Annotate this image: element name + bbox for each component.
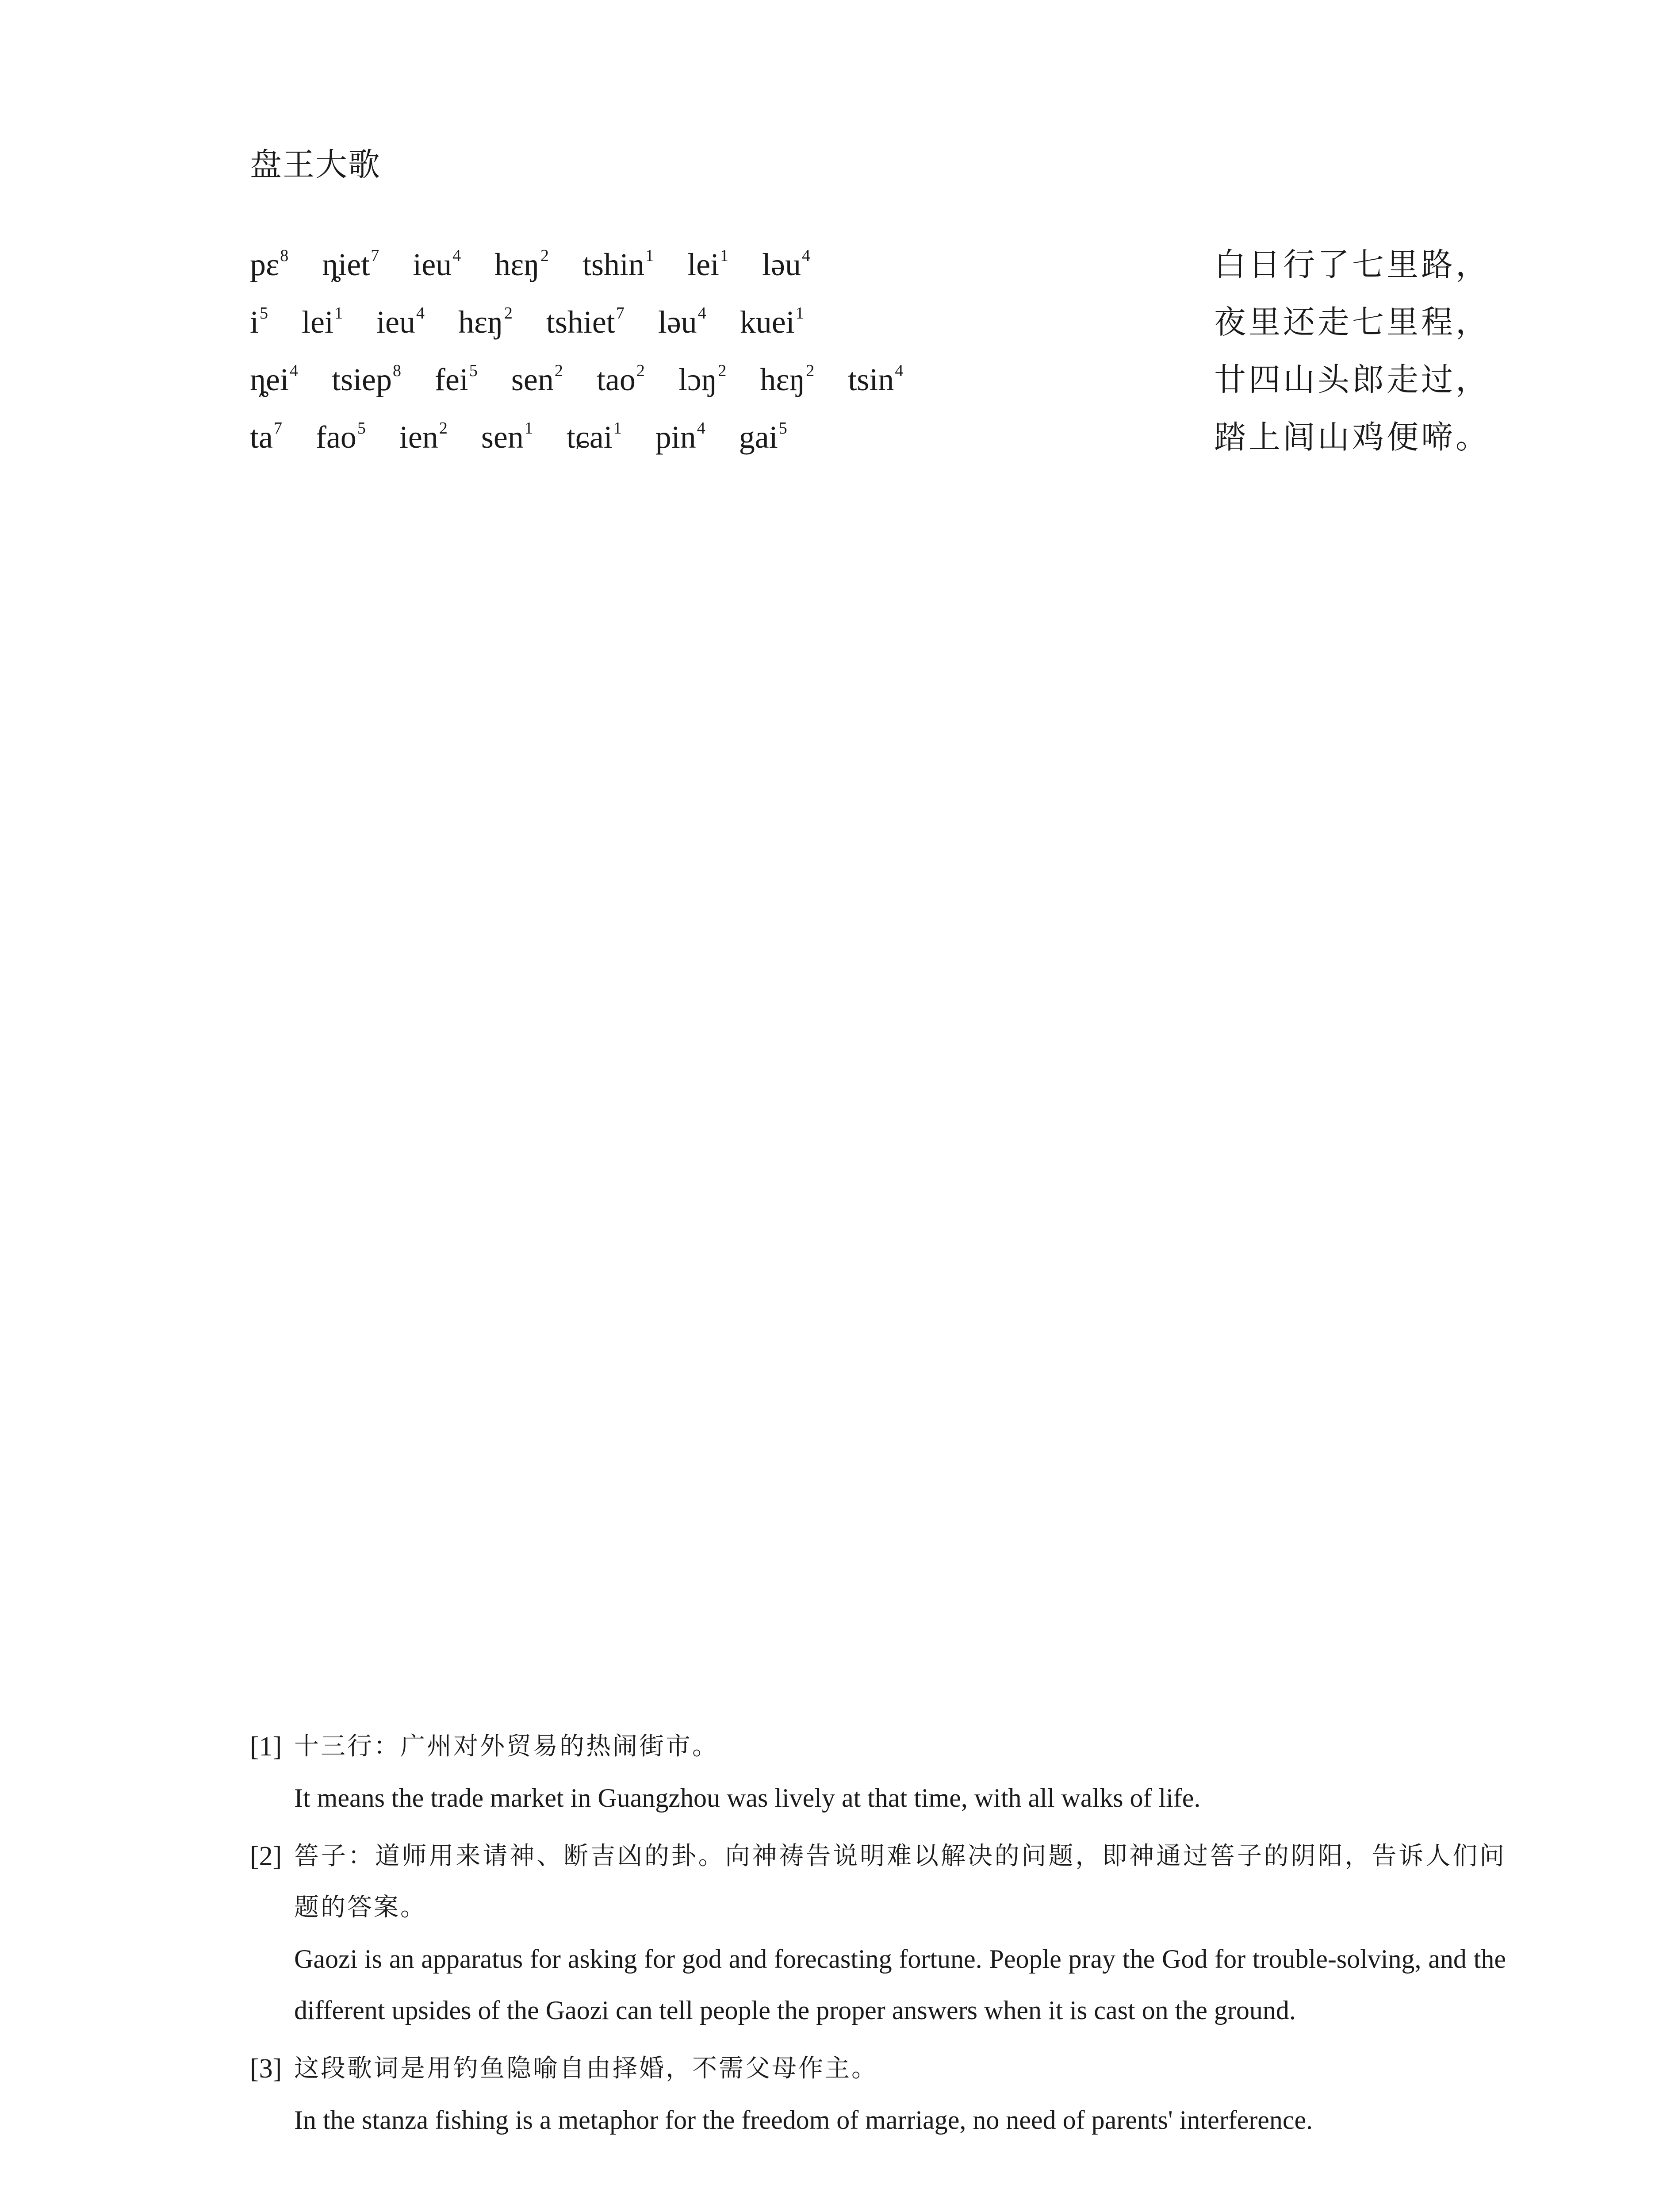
syllable: tshin$^1$: [582, 246, 654, 282]
tone-number: 4: [697, 419, 705, 438]
syllable: $ta^7$: [250, 419, 282, 455]
tone-number: 7: [371, 246, 379, 265]
footnote-number: [1]: [250, 1732, 282, 1762]
syllable: sen$^1$: [481, 419, 533, 455]
tone-number: 5: [260, 304, 268, 323]
tone-number: 1: [645, 246, 654, 265]
syllable: ien$^2$: [399, 419, 448, 455]
syllable: sen$^2$: [511, 361, 563, 397]
tone-number: 4: [289, 361, 298, 380]
tone-number: 1: [795, 304, 804, 323]
page-title: 盘王大歌: [250, 146, 381, 183]
tone-number: 7: [616, 304, 625, 323]
chinese-line: 白日行了七里路，: [1214, 246, 1491, 283]
verse-line-1: [250, 239, 1506, 296]
romanized-line: [250, 415, 813, 459]
footnote-chinese: 这段歌词是用钓鱼隐喻自由择婚，不需父母作主。: [294, 2054, 878, 2083]
syllable: hɛŋ$^2$: [458, 304, 513, 340]
syllable: ləu$^4$: [658, 304, 706, 340]
verse-line-4: [250, 411, 1506, 469]
footnote-number: [3]: [250, 2054, 282, 2084]
verse-block: [250, 239, 1506, 469]
syllable: hɛŋ$^2$: [494, 246, 549, 282]
chinese-line: 踏上闾山鸡便啼。: [1214, 419, 1491, 456]
tone-number: 4: [697, 304, 706, 323]
syllable: lei$^1$: [687, 246, 729, 282]
footnote-english: In the stanza fishing is a metaphor for the freedom of marriage, no need of parents' interference.: [294, 2105, 1313, 2135]
verse-line-2: [250, 296, 1506, 354]
syllable: ȵiet$^7$: [322, 246, 379, 282]
syllable: tao$^2$: [596, 361, 645, 397]
footnote-2: [250, 1831, 1506, 2036]
syllable: $i^5$: [250, 304, 268, 340]
syllable: tɕai$^1$: [566, 419, 622, 455]
footnote-3: [250, 2043, 1506, 2146]
syllable: hɛŋ$^2$: [760, 361, 815, 397]
footnote-english: It means the trade market in Guangzhou was lively at that time, with all walks of life.: [294, 1783, 1201, 1813]
tone-number: 5: [357, 419, 366, 438]
footnote-number: [2]: [250, 1841, 282, 1871]
tone-number: 2: [439, 419, 448, 438]
tone-number: 2: [554, 361, 563, 380]
syllable: fei$^5$: [434, 361, 478, 397]
tone-number: 1: [334, 304, 343, 323]
tone-number: 5: [778, 419, 787, 438]
tone-number: 4: [802, 246, 810, 265]
syllable: pɛ$^8$: [250, 246, 289, 282]
tone-number: 8: [392, 361, 401, 380]
syllable: gai$^5$: [739, 419, 787, 455]
syllable: ȵei$^4$: [250, 361, 298, 397]
syllable: kuei$^1$: [740, 304, 804, 340]
footnote-chinese: 筶子：道师用来请神、断吉凶的卦。向神祷告说明难以解决的问题，即神通过筶子的阴阳，告诉人们问题的答案。: [294, 1842, 1506, 1922]
tone-number: 2: [718, 361, 727, 380]
tone-number: 2: [540, 246, 549, 265]
tone-number: 4: [895, 361, 904, 380]
tone-number: 8: [280, 246, 289, 265]
syllable: ləu$^4$: [762, 246, 810, 282]
romanized-line: [250, 242, 836, 287]
tone-number: 7: [273, 419, 282, 438]
tone-number: 1: [524, 419, 533, 438]
syllable: tsin$^4$: [848, 361, 904, 397]
romanized-line: [250, 300, 830, 344]
syllable: lei$^1$: [302, 304, 343, 340]
footnotes: [250, 1721, 1506, 2153]
footnote-1: [250, 1721, 1506, 1824]
syllable: ieu$^4$: [376, 304, 425, 340]
syllable: tsiep$^8$: [331, 361, 401, 397]
tone-number: 5: [469, 361, 478, 380]
syllable: ieu$^4$: [413, 246, 461, 282]
footnote-chinese: 十三行：广州对外贸易的热闹街市。: [294, 1732, 719, 1761]
chinese-line: 廿四山头郎走过，: [1214, 361, 1491, 398]
tone-number: 1: [613, 419, 622, 438]
syllable: pin$^4$: [655, 419, 705, 455]
tone-number: 1: [720, 246, 729, 265]
tone-number: 2: [504, 304, 513, 323]
syllable: tshiet$^7$: [546, 304, 625, 340]
verse-line-3: [250, 354, 1506, 411]
tone-number: 2: [636, 361, 645, 380]
footnote-english: Gaozi is an apparatus for asking for god and forecasting fortune. People pray the God for trouble-solving, and the different upsides of the Gaozi can tell people the proper answers when it is cast on the ground.: [294, 1944, 1506, 2025]
tone-number: 4: [416, 304, 425, 323]
syllable: fao$^5$: [315, 419, 366, 455]
romanized-line: [250, 357, 929, 402]
syllable: lɔŋ$^2$: [678, 361, 727, 397]
tone-number: 4: [452, 246, 461, 265]
tone-number: 2: [806, 361, 815, 380]
chinese-line: 夜里还走七里程，: [1214, 303, 1491, 341]
